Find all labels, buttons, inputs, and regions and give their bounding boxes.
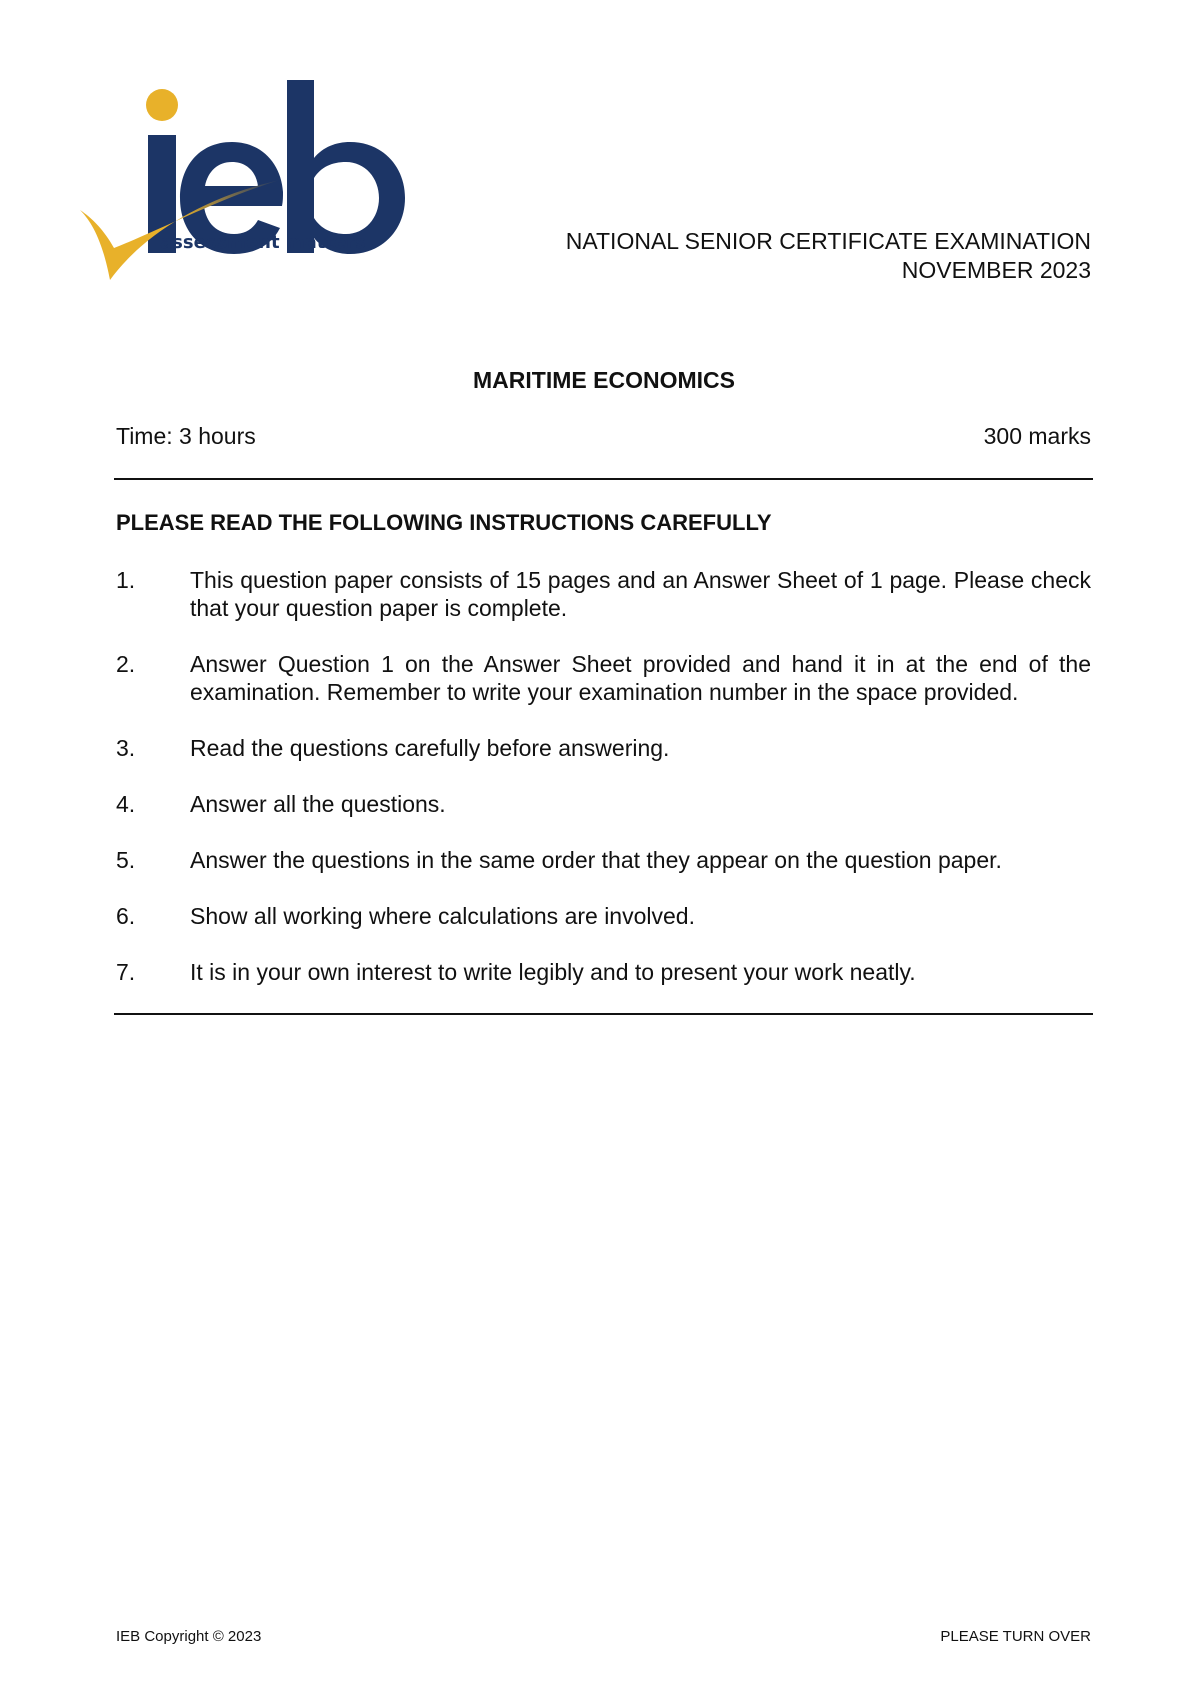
footer-turn-over: PLEASE TURN OVER [940,1628,1091,1645]
total-marks: 300 marks [983,423,1091,449]
exam-date: NOVEMBER 2023 [901,257,1091,283]
instruction-text: It is in your own interest to write legibly and to present your work neatly. [190,959,916,985]
instruction-item [116,902,1091,930]
top-divider [114,478,1093,480]
instruction-number: 5. [116,847,136,873]
instruction-item [116,650,1091,706]
ieb-logo-graphic [80,80,420,305]
instruction-text: Answer all the questions. [190,791,446,817]
instruction-number: 4. [116,791,136,817]
instruction-item [116,734,1091,762]
instruction-text: Show all working where calculations are involved. [190,903,695,929]
instruction-number: 1. [116,567,136,593]
instruction-item [116,790,1091,818]
exam-title: NATIONAL SENIOR CERTIFICATE EXAMINATION [565,228,1091,254]
instructions-list [116,566,1091,1014]
instruction-number: 6. [116,903,136,929]
time-allowed: Time: 3 hours [116,423,256,449]
instruction-text: Answer Question 1 on the Answer Sheet provided and hand it in at the end of the examination. Remember to write your examination number in the space provided. [190,651,1091,705]
instruction-item [116,958,1091,986]
bottom-divider [114,1013,1093,1015]
instruction-text: Answer the questions in the same order that they appear on the question paper. [190,847,1002,873]
instruction-text: This question paper consists of 15 pages and an Answer Sheet of 1 page. Please check that your question paper is complete. [190,567,1091,621]
logo-tagline: assessment matters [160,232,366,253]
instruction-item [116,566,1091,622]
instruction-number: 3. [116,735,136,761]
instruction-number: 2. [116,651,136,677]
instruction-item [116,846,1091,874]
instruction-text: Read the questions carefully before answering. [190,735,670,761]
subject-title: MARITIME ECONOMICS [473,367,735,393]
footer-copyright: IEB Copyright © 2023 [116,1628,262,1645]
exam-header [566,227,1091,285]
ieb-logo [80,80,420,305]
instruction-number: 7. [116,959,136,985]
instructions-heading: PLEASE READ THE FOLLOWING INSTRUCTIONS CAREFULLY [116,510,772,535]
